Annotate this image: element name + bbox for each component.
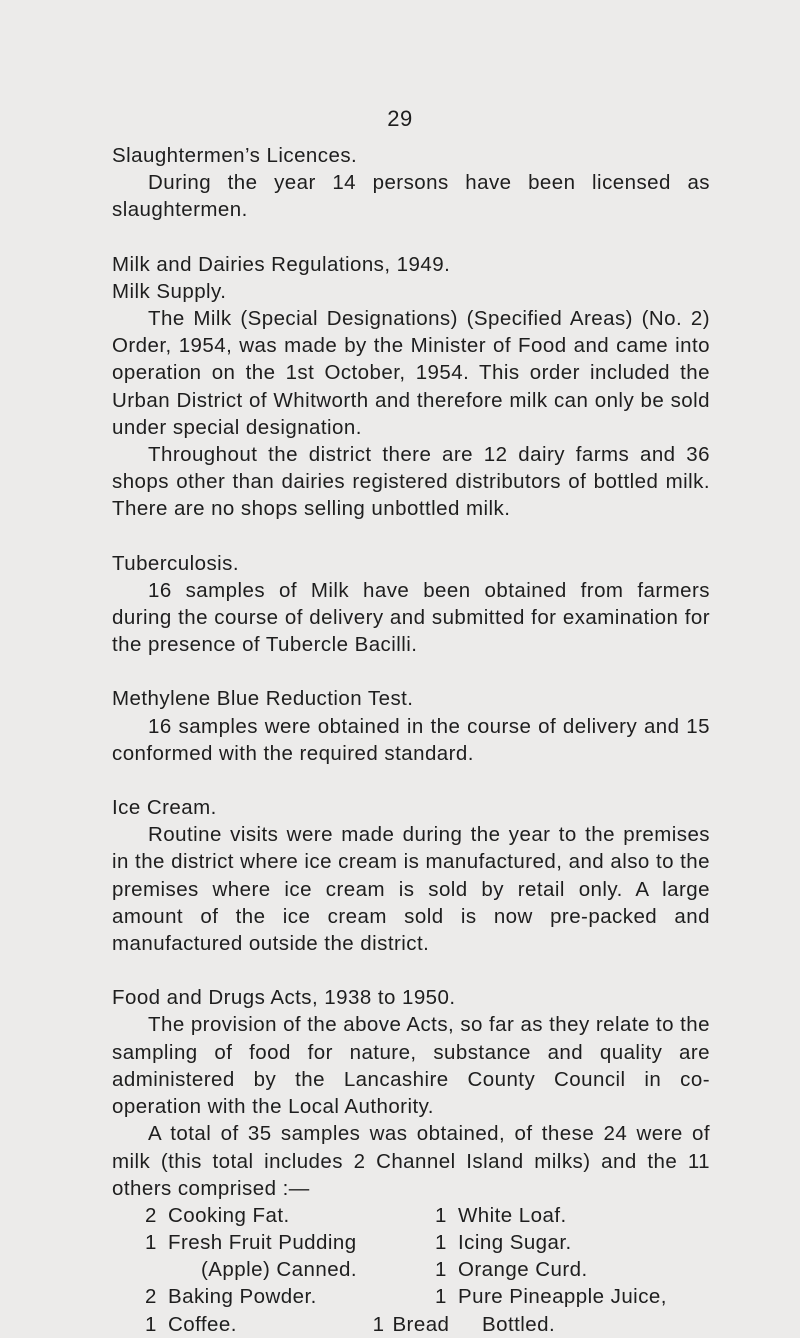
item-qty: 1 xyxy=(435,1231,447,1255)
section-heading-milk-dairies: Milk and Dairies Regulations, 1949. xyxy=(112,252,451,276)
list-item xyxy=(145,1283,435,1310)
item-qty: 1 xyxy=(435,1203,447,1227)
list-item xyxy=(435,1283,715,1310)
paragraph: 16 samples of Milk have been obtained from farmers during the course of delivery and submitted for examination for the presence of Tubercle Bacilli. xyxy=(112,578,710,657)
list-item xyxy=(435,1202,715,1229)
item-name: Bread xyxy=(392,1312,450,1336)
section-heading-tuberculosis: Tuberculosis. xyxy=(112,551,239,575)
subheading-milk-supply: Milk Supply. xyxy=(112,279,227,303)
section-heading-ice-cream: Ice Cream. xyxy=(112,796,217,820)
section-heading-food-drugs: Food and Drugs Acts, 1938 to 1950. xyxy=(112,986,456,1010)
item-qty: 1 xyxy=(435,1285,447,1309)
item-qty: 2 xyxy=(145,1285,157,1309)
item-name: White Loaf. xyxy=(458,1203,567,1227)
item-qty: 1 xyxy=(372,1312,385,1336)
item-qty: 2 xyxy=(145,1203,157,1227)
document-body xyxy=(112,142,710,1338)
item-name: Orange Curd. xyxy=(458,1258,588,1282)
section-heading-slaughtermen: Slaughtermen’s Licences. xyxy=(112,144,358,167)
item-name: Icing Sugar. xyxy=(458,1231,572,1255)
paragraph: During the year 14 persons have been licensed as slaughtermen. xyxy=(112,171,710,222)
item-qty: 1 xyxy=(435,1258,447,1282)
samples-list xyxy=(112,1202,710,1338)
list-item xyxy=(435,1256,715,1283)
list-item xyxy=(145,1229,435,1256)
list-item-centered xyxy=(112,1311,710,1338)
item-qty: 1 xyxy=(145,1312,157,1336)
item-name: Cooking Fat. xyxy=(168,1203,290,1227)
paragraph: Throughout the district there are 12 dairy farms and 36 shops other than dairies registered distributors of bottled milk. There are no shops selling unbottled milk. xyxy=(112,443,710,521)
paragraph: The provision of the above Acts, so far as they relate to the sampling of food for nature, substance and quality are administered by the Lancashire County Council in co-operation with the Local Authority. xyxy=(112,1013,710,1119)
item-name: Coffee. xyxy=(168,1312,237,1336)
paragraph: Routine visits were made during the year to the premises in the district where ice cream is manufactured, and also to the premises where ice cream is sold by retail only. A large amount of the ice cream sold is now pre-packed and manufactured outside the district. xyxy=(112,823,710,956)
item-qty: 1 xyxy=(145,1231,157,1255)
list-item xyxy=(435,1229,715,1256)
item-name-continued: (Apple) Canned. xyxy=(201,1258,358,1282)
paragraph: A total of 35 samples was obtained, of these 24 were of milk (this total includes 2 Channel Island milks) and the 11 others comprised :— xyxy=(112,1122,710,1200)
list-item xyxy=(145,1202,435,1229)
item-name: Baking Powder. xyxy=(168,1285,317,1309)
item-name: Pure Pineapple Juice, xyxy=(458,1285,667,1309)
list-item-continuation xyxy=(145,1256,435,1283)
section-heading-methylene-blue: Methylene Blue Reduction Test. xyxy=(112,687,414,711)
page-number: 29 xyxy=(387,106,413,131)
item-name: Fresh Fruit Pudding xyxy=(168,1231,357,1255)
item-name-continued: Bottled. xyxy=(482,1312,556,1336)
paragraph: The Milk (Special Designations) (Specified Areas) (No. 2) Order, 1954, was made by the Minister of Food and came into operation on the 1st October, 1954. This order included the Urban District of Whitworth and therefore milk can only be sold under special designation. xyxy=(112,307,710,439)
paragraph: 16 samples were obtained in the course of delivery and 15 conformed with the required standard. xyxy=(112,714,710,765)
